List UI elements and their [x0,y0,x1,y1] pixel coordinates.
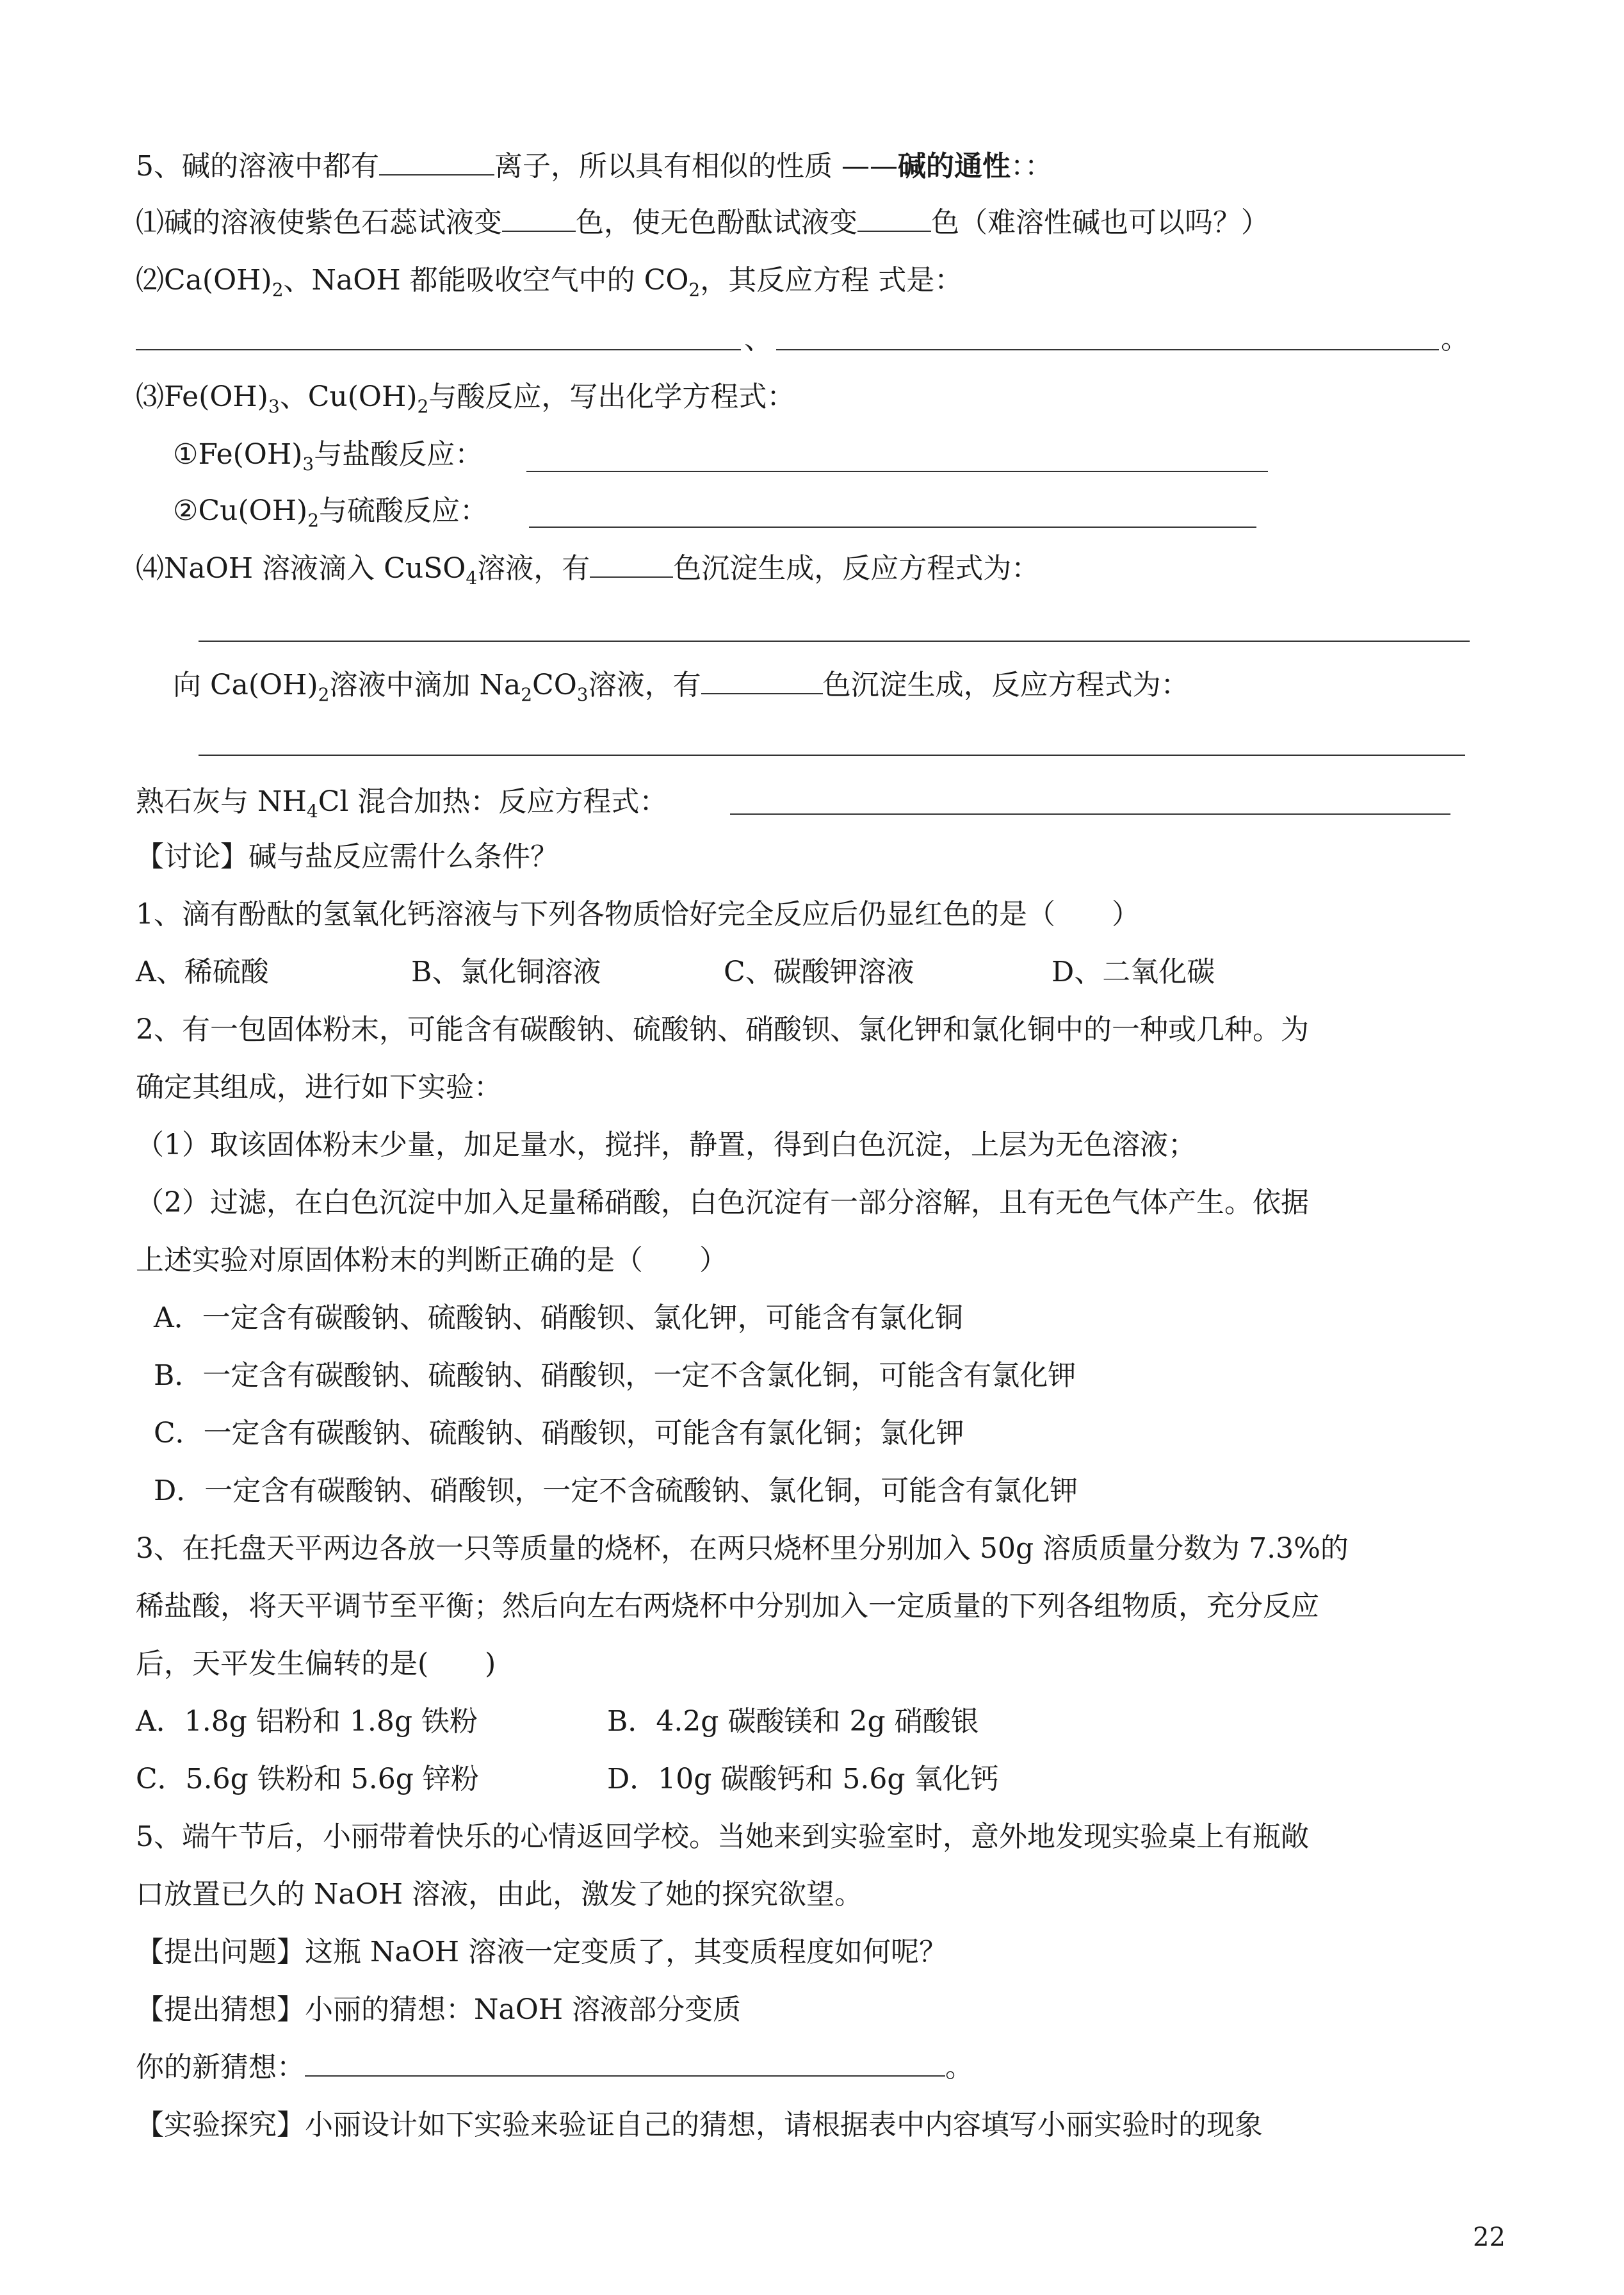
text: 与硫酸反应： [319,494,489,527]
subscript: 2 [272,279,284,300]
subscript: 2 [688,279,701,300]
text: 溶液中滴加 Na [329,669,521,701]
q2-step-1: （1）取该固体粉末少量，加足量水，搅拌，静置，得到白色沉淀，上层为无色溶液； [136,1129,1196,1161]
text: ①Fe(OH) [173,438,303,471]
q1-option-c[interactable]: C、碳酸钾溶液 [724,956,914,988]
text: 5、碱的溶液中都有 [136,150,379,183]
q3-option-a[interactable]: A．1.8g 铝粉和 1.8g 铁粉 [136,1705,478,1738]
subscript: 3 [302,453,314,475]
bold-heading: 碱的通性 [898,150,1011,183]
blank-precipitate-color[interactable] [590,552,673,578]
q5-guess: 【提出猜想】小丽的猜想：NaOH 溶液部分变质 [136,1993,742,2026]
text: 色（难溶性碱也可以吗？） [931,206,1269,239]
answer-line-co2-1[interactable] [136,349,741,350]
blank-new-guess[interactable] [305,2051,945,2077]
q1-option-d[interactable]: D、二氧化碳 [1052,956,1215,988]
text: ⑵Ca(OH) [136,264,272,297]
item-3b-line [173,492,488,540]
item-2-line [136,261,962,309]
item-6-line [136,783,667,831]
text: 向 Ca(OH) [173,669,318,701]
answer-line-na2co3[interactable] [199,755,1465,756]
text: 。 [945,2051,973,2084]
subscript: 2 [318,683,330,705]
text: 色，使无色酚酞试液变 [576,206,857,239]
text: 与酸反应，写出化学方程式： [428,380,795,413]
text: ⑶Fe(OH) [136,380,268,413]
text: ⑷NaOH 溶液滴入 CuSO [136,552,466,585]
separator: 、 [744,323,772,355]
q2-option-a[interactable]: A．一定含有碳酸钠、硫酸钠、硝酸钡、氯化钾，可能含有氯化铜 [154,1302,963,1334]
text: 色沉淀生成，反应方程式为： [822,669,1189,701]
q3-option-d[interactable]: D．10g 碳酸钙和 5.6g 氧化钙 [607,1763,999,1795]
text: 、NaOH 都能吸收空气中的 CO [283,264,689,297]
page-number: 22 [1473,2223,1506,2252]
q5-question: 【提出问题】这瓶 NaOH 溶液一定变质了，其变质程度如何呢？ [136,1936,948,1968]
answer-line-cuso4[interactable] [199,641,1470,642]
q5-stem-1: 5、端午节后，小丽带着快乐的心情返回学校。当她来到实验室时，意外地发现实验桌上有瓶敞 [136,1820,1309,1853]
text: 熟石灰与 NH [136,785,307,818]
q5-stem-2: 口放置已久的 NaOH 溶液，由此，激发了她的探究欲望。 [136,1878,863,1911]
item-3-line [136,378,795,426]
q1-stem: 1、滴有酚酞的氢氧化钙溶液与下列各物质恰好完全反应后仍显红色的是（ ） [136,898,1140,931]
blank-precipitate-color-2[interactable] [701,669,823,694]
item-4-line [136,550,1039,598]
text: CO [532,669,577,701]
subscript: 4 [466,567,478,589]
text: 色沉淀生成，反应方程式为： [673,552,1040,585]
item-1-line [136,204,1269,242]
text: 与盐酸反应： [314,438,483,471]
answer-line-co2-2[interactable] [776,349,1439,350]
text: 溶液，有 [588,669,701,701]
q3-option-c[interactable]: C．5.6g 铁粉和 5.6g 锌粉 [136,1763,479,1795]
text: 你的新猜想： [136,2051,305,2084]
text: ⑴碱的溶液使紫色石蕊试液变 [136,206,502,239]
text: 离子，所以具有相似的性质 —— [494,150,898,183]
q3-stem-1: 3、在托盘天平两边各放一只等质量的烧杯，在两只烧杯里分别加入 50g 溶质质量分数为 7.3%的 [136,1532,1349,1565]
subscript: 4 [306,800,318,822]
subscript: 3 [268,395,280,417]
text: ，其反应方程 式是： [700,264,963,297]
answer-line-nh4cl[interactable] [730,813,1450,815]
item-3a-line [173,436,483,484]
q2-step-2a: （2）过滤，在白色沉淀中加入足量稀硝酸，白色沉淀有一部分溶解，且有无色气体产生。依据 [136,1186,1309,1219]
period: 。 [1441,323,1469,355]
q2-step-2b: 上述实验对原固体粉末的判断正确的是（ ） [136,1244,727,1277]
q1-option-b[interactable]: B、氯化铜溶液 [411,956,601,988]
q2-stem-2: 确定其组成，进行如下实验： [136,1071,502,1104]
q2-option-b[interactable]: B．一定含有碳酸钠、硫酸钠、硝酸钡，一定不含氯化铜，可能含有氯化钾 [154,1359,1076,1392]
q2-option-c[interactable]: C．一定含有碳酸钠、硫酸钠、硝酸钡，可能含有氯化铜；氯化钾 [154,1417,964,1450]
text: ②Cu(OH) [173,494,308,527]
blank-phenolphthalein-color[interactable] [857,206,931,232]
subscript: 2 [417,395,429,417]
q5-explore: 【实验探究】小丽设计如下实验来验证自己的猜想，请根据表中内容填写小丽实验时的现象 [136,2109,1263,2141]
text: Cl 混合加热：反应方程式： [318,785,668,818]
q5-ions-line [136,147,1053,186]
answer-line-feoh3[interactable] [526,471,1268,472]
text: 、Cu(OH) [279,380,418,413]
q3-stem-3: 后，天平发生偏转的是( ) [136,1647,496,1680]
blank-litmus-color[interactable] [502,206,576,232]
q1-option-a[interactable]: A、稀硫酸 [136,956,269,988]
subscript: 2 [521,683,533,705]
blank-ions[interactable] [379,150,494,176]
q2-option-d[interactable]: D．一定含有碳酸钠、硝酸钡，一定不含硫酸钠、氯化铜，可能含有氯化钾 [154,1474,1078,1507]
text: ：： [1011,150,1053,183]
q2-stem-1: 2、有一包固体粉末，可能含有碳酸钠、硫酸钠、硝酸钡、氯化钾和氯化铜中的一种或几种。为 [136,1013,1309,1046]
answer-line-cuoh2[interactable] [529,527,1256,528]
item-5-line [173,666,1189,714]
text: 溶液，有 [477,552,590,585]
q5-new-guess [136,2048,973,2087]
discussion-heading: 【讨论】碱与盐反应需什么条件？ [136,840,558,873]
q3-stem-2: 稀盐酸，将天平调节至平衡；然后向左右两烧杯中分别加入一定质量的下列各组物质，充分反应 [136,1590,1319,1622]
q3-option-b[interactable]: B．4.2g 碳酸镁和 2g 硝酸银 [607,1705,979,1738]
subscript: 3 [576,683,589,705]
subscript: 2 [307,509,320,531]
